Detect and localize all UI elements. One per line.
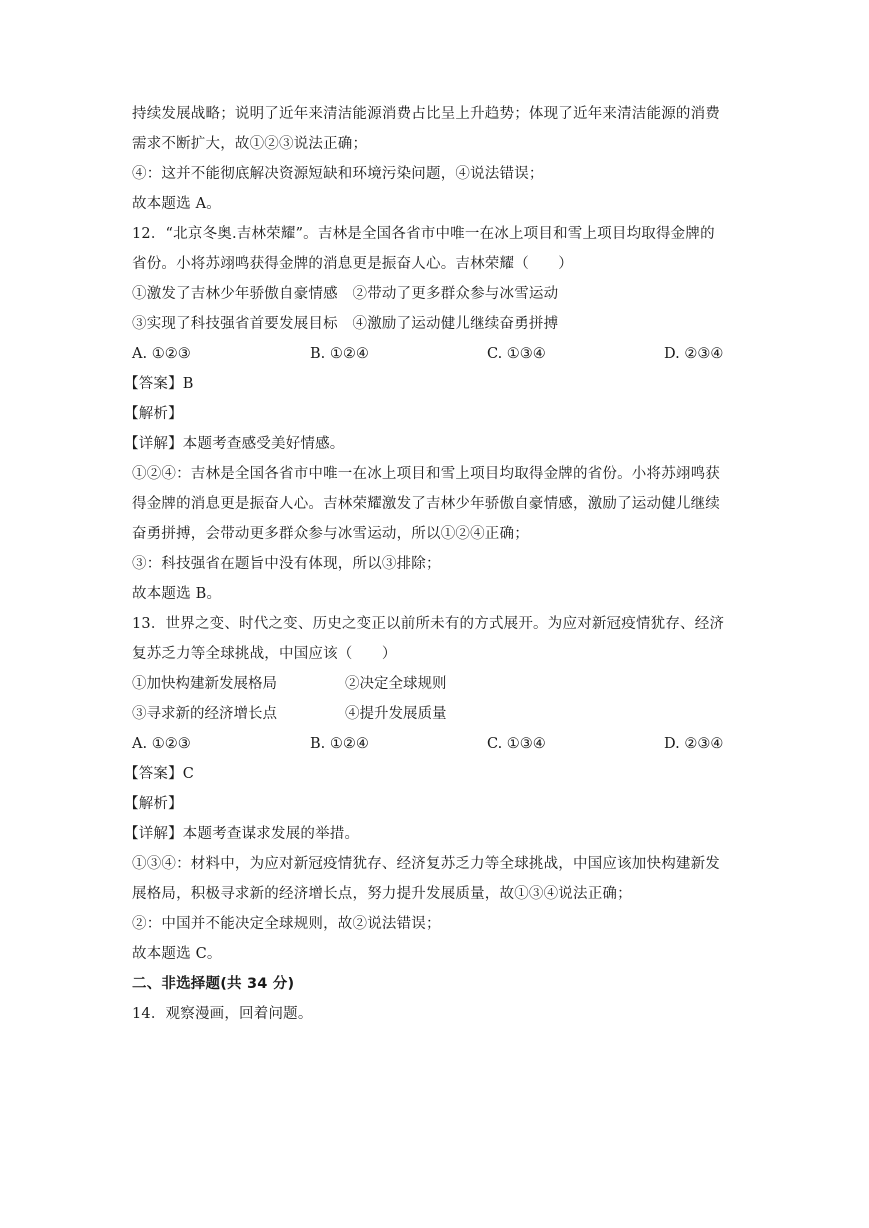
q13-detail: 【详解】本题考查谋求发展的举措。 <box>124 826 360 842</box>
q13-stem: 复苏乏力等全球挑战，中国应该（ ） <box>132 646 397 662</box>
q12-stem: 12．“北京冬奥.吉林荣耀”。吉林是全国各省市中唯一在冰上项目和雪上项目均取得金牌的 <box>132 226 715 242</box>
q13-analysis-label: 【解析】 <box>124 796 183 812</box>
q13-explanation-line: ②：中国并不能决定全球规则，故②说法错误； <box>132 916 441 932</box>
q12-detail: 【详解】本题考查感受美好情感。 <box>124 436 345 452</box>
q12-explanation-line: 得金牌的消息更是振奋人心。吉林荣耀激发了吉林少年骄傲自豪情感，激励了运动健儿继续 <box>132 496 720 512</box>
q12-items: ③实现了科技强省首要发展目标 ④激励了运动健儿继续奋勇拼搏 <box>132 316 559 332</box>
q13-conclusion: 故本题选 C。 <box>132 946 222 962</box>
q13-answer: 【答案】C <box>124 766 195 782</box>
q13-item-3: ③寻求新的经济增长点 <box>132 706 277 722</box>
prev-explanation-line: 持续发展战略；说明了近年来清洁能源消费占比呈上升趋势；体现了近年来清洁能源的消费 <box>132 106 720 122</box>
prev-explanation-line: 需求不断扩大，故①②③说法正确； <box>132 136 368 152</box>
q13-item-4: ④提升发展质量 <box>345 706 447 722</box>
q13-option-d: D. ②③④ <box>664 736 724 752</box>
section-heading: 二、非选择题(共 34 分) <box>132 976 295 992</box>
q13-item-2: ②决定全球规则 <box>345 676 447 692</box>
q12-explanation-line: ③：科技强省在题旨中没有体现，所以③排除； <box>132 556 441 572</box>
q12-conclusion: 故本题选 B。 <box>132 586 222 602</box>
q13-stem: 13．世界之变、时代之变、历史之变正以前所未有的方式展开。为应对新冠疫情犹存、经济 <box>132 616 725 632</box>
q12-option-b: B. ①②④ <box>310 346 369 362</box>
q12-option-a: A. ①②③ <box>132 346 191 362</box>
q12-option-c: C. ①③④ <box>487 346 546 362</box>
q12-explanation-line: 奋勇拼搏，会带动更多群众参与冰雪运动，所以①②④正确； <box>132 526 529 542</box>
q13-explanation-line: 展格局，积极寻求新的经济增长点，努力提升发展质量，故①③④说法正确； <box>132 886 632 902</box>
q13-option-c: C. ①③④ <box>487 736 546 752</box>
q13-explanation-line: ①③④：材料中，为应对新冠疫情犹存、经济复苏乏力等全球挑战，中国应该加快构建新发 <box>132 856 720 872</box>
q12-stem: 省份。小将苏翊鸣获得金牌的消息更是振奋人心。吉林荣耀（ ） <box>132 256 573 272</box>
q12-items: ①激发了吉林少年骄傲自豪情感 ②带动了更多群众参与冰雪运动 <box>132 286 559 302</box>
q12-answer: 【答案】B <box>124 376 194 392</box>
q12-option-d: D. ②③④ <box>664 346 724 362</box>
prev-explanation-line: ④：这并不能彻底解决资源短缺和环境污染问题，④说法错误； <box>132 166 544 182</box>
q13-option-a: A. ①②③ <box>132 736 191 752</box>
q13-item-1: ①加快构建新发展格局 <box>132 676 277 692</box>
q13-option-b: B. ①②④ <box>310 736 369 752</box>
q12-analysis-label: 【解析】 <box>124 406 183 422</box>
q14-stem: 14．观察漫画，回着问题。 <box>132 1006 313 1022</box>
prev-conclusion: 故本题选 A。 <box>132 196 221 212</box>
q12-explanation-line: ①②④：吉林是全国各省市中唯一在冰上项目和雪上项目均取得金牌的省份。小将苏翊鸣获 <box>132 466 720 482</box>
